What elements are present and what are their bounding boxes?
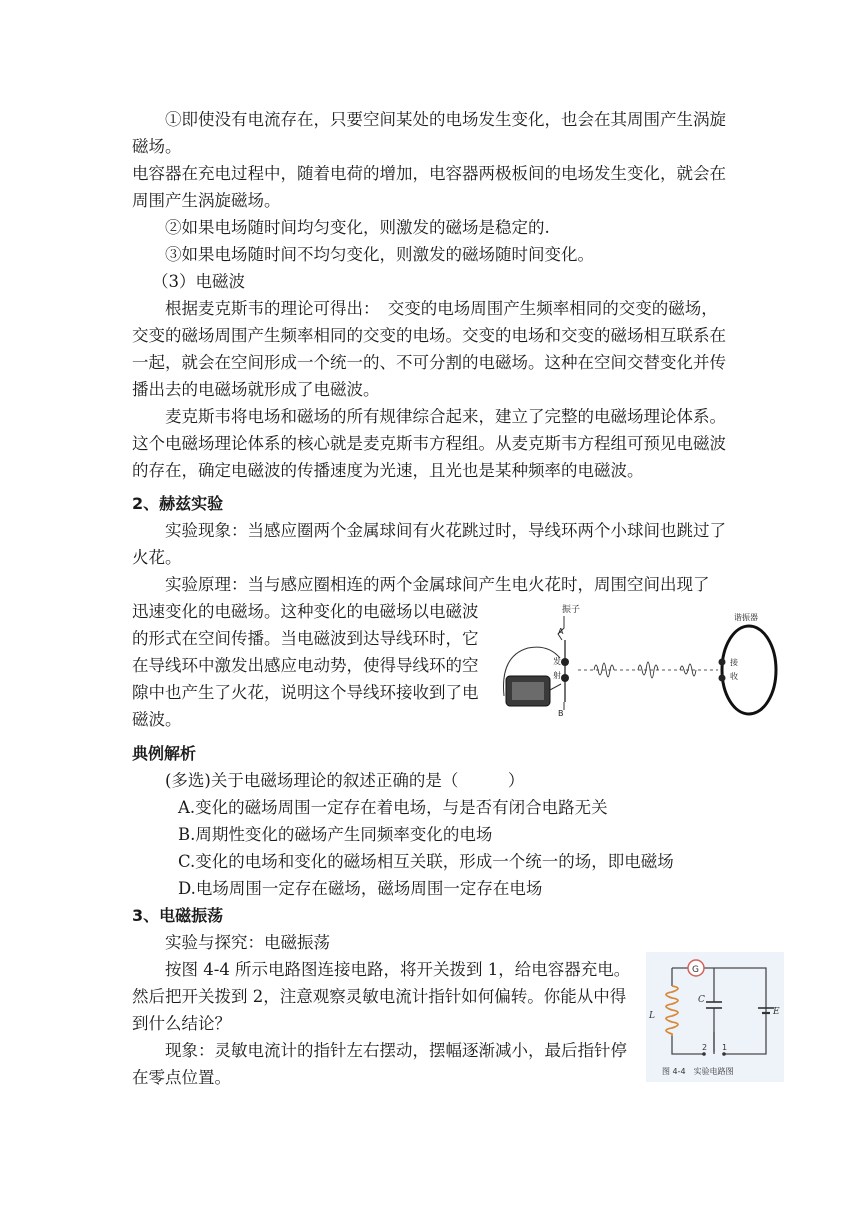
switch-position-1: 1 — [722, 1043, 728, 1052]
switch-contact-2 — [702, 1052, 706, 1056]
detector-ring — [722, 626, 776, 714]
detector-label: 谐振器 — [734, 613, 758, 622]
paragraph-maxwell-equations: 麦克斯韦将电场和磁场的所有规律综合起来，建立了完整的电磁场理论体系。这个电磁场理论体系的核心就是麦克斯韦方程组。从麦克斯韦方程组可预见电磁波的存在，确定电磁波的传播速度为光速，且光也是某种频率的电磁波。 — [132, 407, 726, 480]
oscillator-ball-top — [561, 658, 569, 666]
paragraph-phenomenon: 现象：灵敏电流计的指针左右摆动，摆幅逐渐减小，最后指针停在零点位置。 — [132, 1041, 627, 1087]
oscillator-ball-bottom — [561, 674, 569, 682]
capacitor-label: C — [698, 995, 705, 1005]
paragraph-nonuniform-change: ③如果电场随时间不均匀变化，则激发的磁场随时间变化。 — [165, 245, 594, 264]
heading-hertz-experiment: 2、赫兹实验 — [132, 494, 224, 513]
heading-em-oscillation: 3、电磁振荡 — [132, 906, 224, 925]
paragraph-maxwell-theory: 根据麦克斯韦的理论可得出： 交变的电场周围产生频率相同的交变的磁场，交变的磁场周围产生频率相同的交变的电场。交变的电场和交变的磁场相互联系在一起，就会在空间形成一个统一的、不可分割的电磁场。这种在空间交替变化并传播出去的电磁场就形成了电磁波。 — [132, 299, 726, 399]
heading-example-analysis: 典例解析 — [132, 744, 197, 763]
label-a: A — [558, 627, 564, 636]
circuit-diagram-figure — [646, 952, 784, 1082]
paragraph-hertz-principle-line1: 实验原理：当与感应圈相连的两个金属球间产生电火花时，周围空间出现了 — [165, 575, 710, 594]
inductor-label: L — [649, 1011, 655, 1021]
figure-caption: 图 4-4 实验电路图 — [662, 1067, 734, 1076]
paragraph-hertz-phenomenon: 实验现象：当感应圈两个金属球间有火花跳过时，导线环两个小球间也跳过了火花。 — [132, 521, 726, 567]
paragraph-circuit-procedure: 按图 4-4 所示电路图连接电路，将开关拨到 1，给电容器充电。然后把开关拨到 2，注意观察灵敏电流计指针如何偏转。你能从中得到什么结论？ — [132, 960, 631, 1033]
option-d: D.电场周围一定存在磁场，磁场周围一定存在电场 — [178, 879, 543, 898]
detector-ball-bottom — [719, 675, 726, 682]
detector-ball-top — [719, 659, 726, 666]
coil-lead — [550, 684, 561, 690]
oscillator-label: 振子 — [562, 605, 581, 615]
option-b: B.周期性变化的磁场产生同频率变化的电场 — [178, 825, 493, 844]
galvanometer-label: G — [692, 965, 699, 975]
paragraph-uniform-change: ②如果电场随时间均匀变化，则激发的磁场是稳定的. — [165, 218, 550, 237]
option-a: A.变化的磁场周围一定存在着电场，与是否有闭合电路无关 — [178, 798, 608, 817]
induction-coil-body — [512, 682, 544, 700]
paragraph-hertz-principle: 迅速变化的电磁场。这种变化的电磁场以电磁波的形式在空间传播。当电磁波到达导线环时，它在导线环中激发出感应电动势，使得导线环的空隙中也产生了火花，说明这个导线环接收到了电磁波。 — [132, 602, 479, 729]
receive-label-1: 接 — [730, 658, 738, 667]
paragraph-circulating-field: ①即使没有电流存在，只要空间某处的电场发生变化，也会在其周围产生涡旋磁场。 — [132, 110, 726, 156]
switch-contact-1 — [722, 1052, 726, 1056]
paragraph-capacitor: 电容器在充电过程中，随着电荷的增加，电容器两极板间的电场发生变化，就会在周围产生涡旋磁场。 — [132, 164, 726, 210]
battery-label: E — [773, 1007, 780, 1017]
receive-label-2: 收 — [730, 672, 738, 681]
subheading-em-wave: （3）电磁波 — [152, 272, 245, 291]
option-c: C.变化的电场和变化的磁场相互关联，形成一个统一的场，即电磁场 — [178, 852, 674, 871]
label-b: B — [558, 709, 564, 718]
hertz-experiment-figure — [498, 598, 780, 724]
emit-label-2: 射 — [553, 671, 561, 680]
example-question: (多选)关于电磁场理论的叙述正确的是（ ） — [165, 771, 525, 790]
experiment-subtitle: 实验与探究：电磁振荡 — [165, 933, 330, 952]
switch-position-2: 2 — [702, 1043, 708, 1052]
emit-label-1: 发 — [553, 657, 561, 666]
